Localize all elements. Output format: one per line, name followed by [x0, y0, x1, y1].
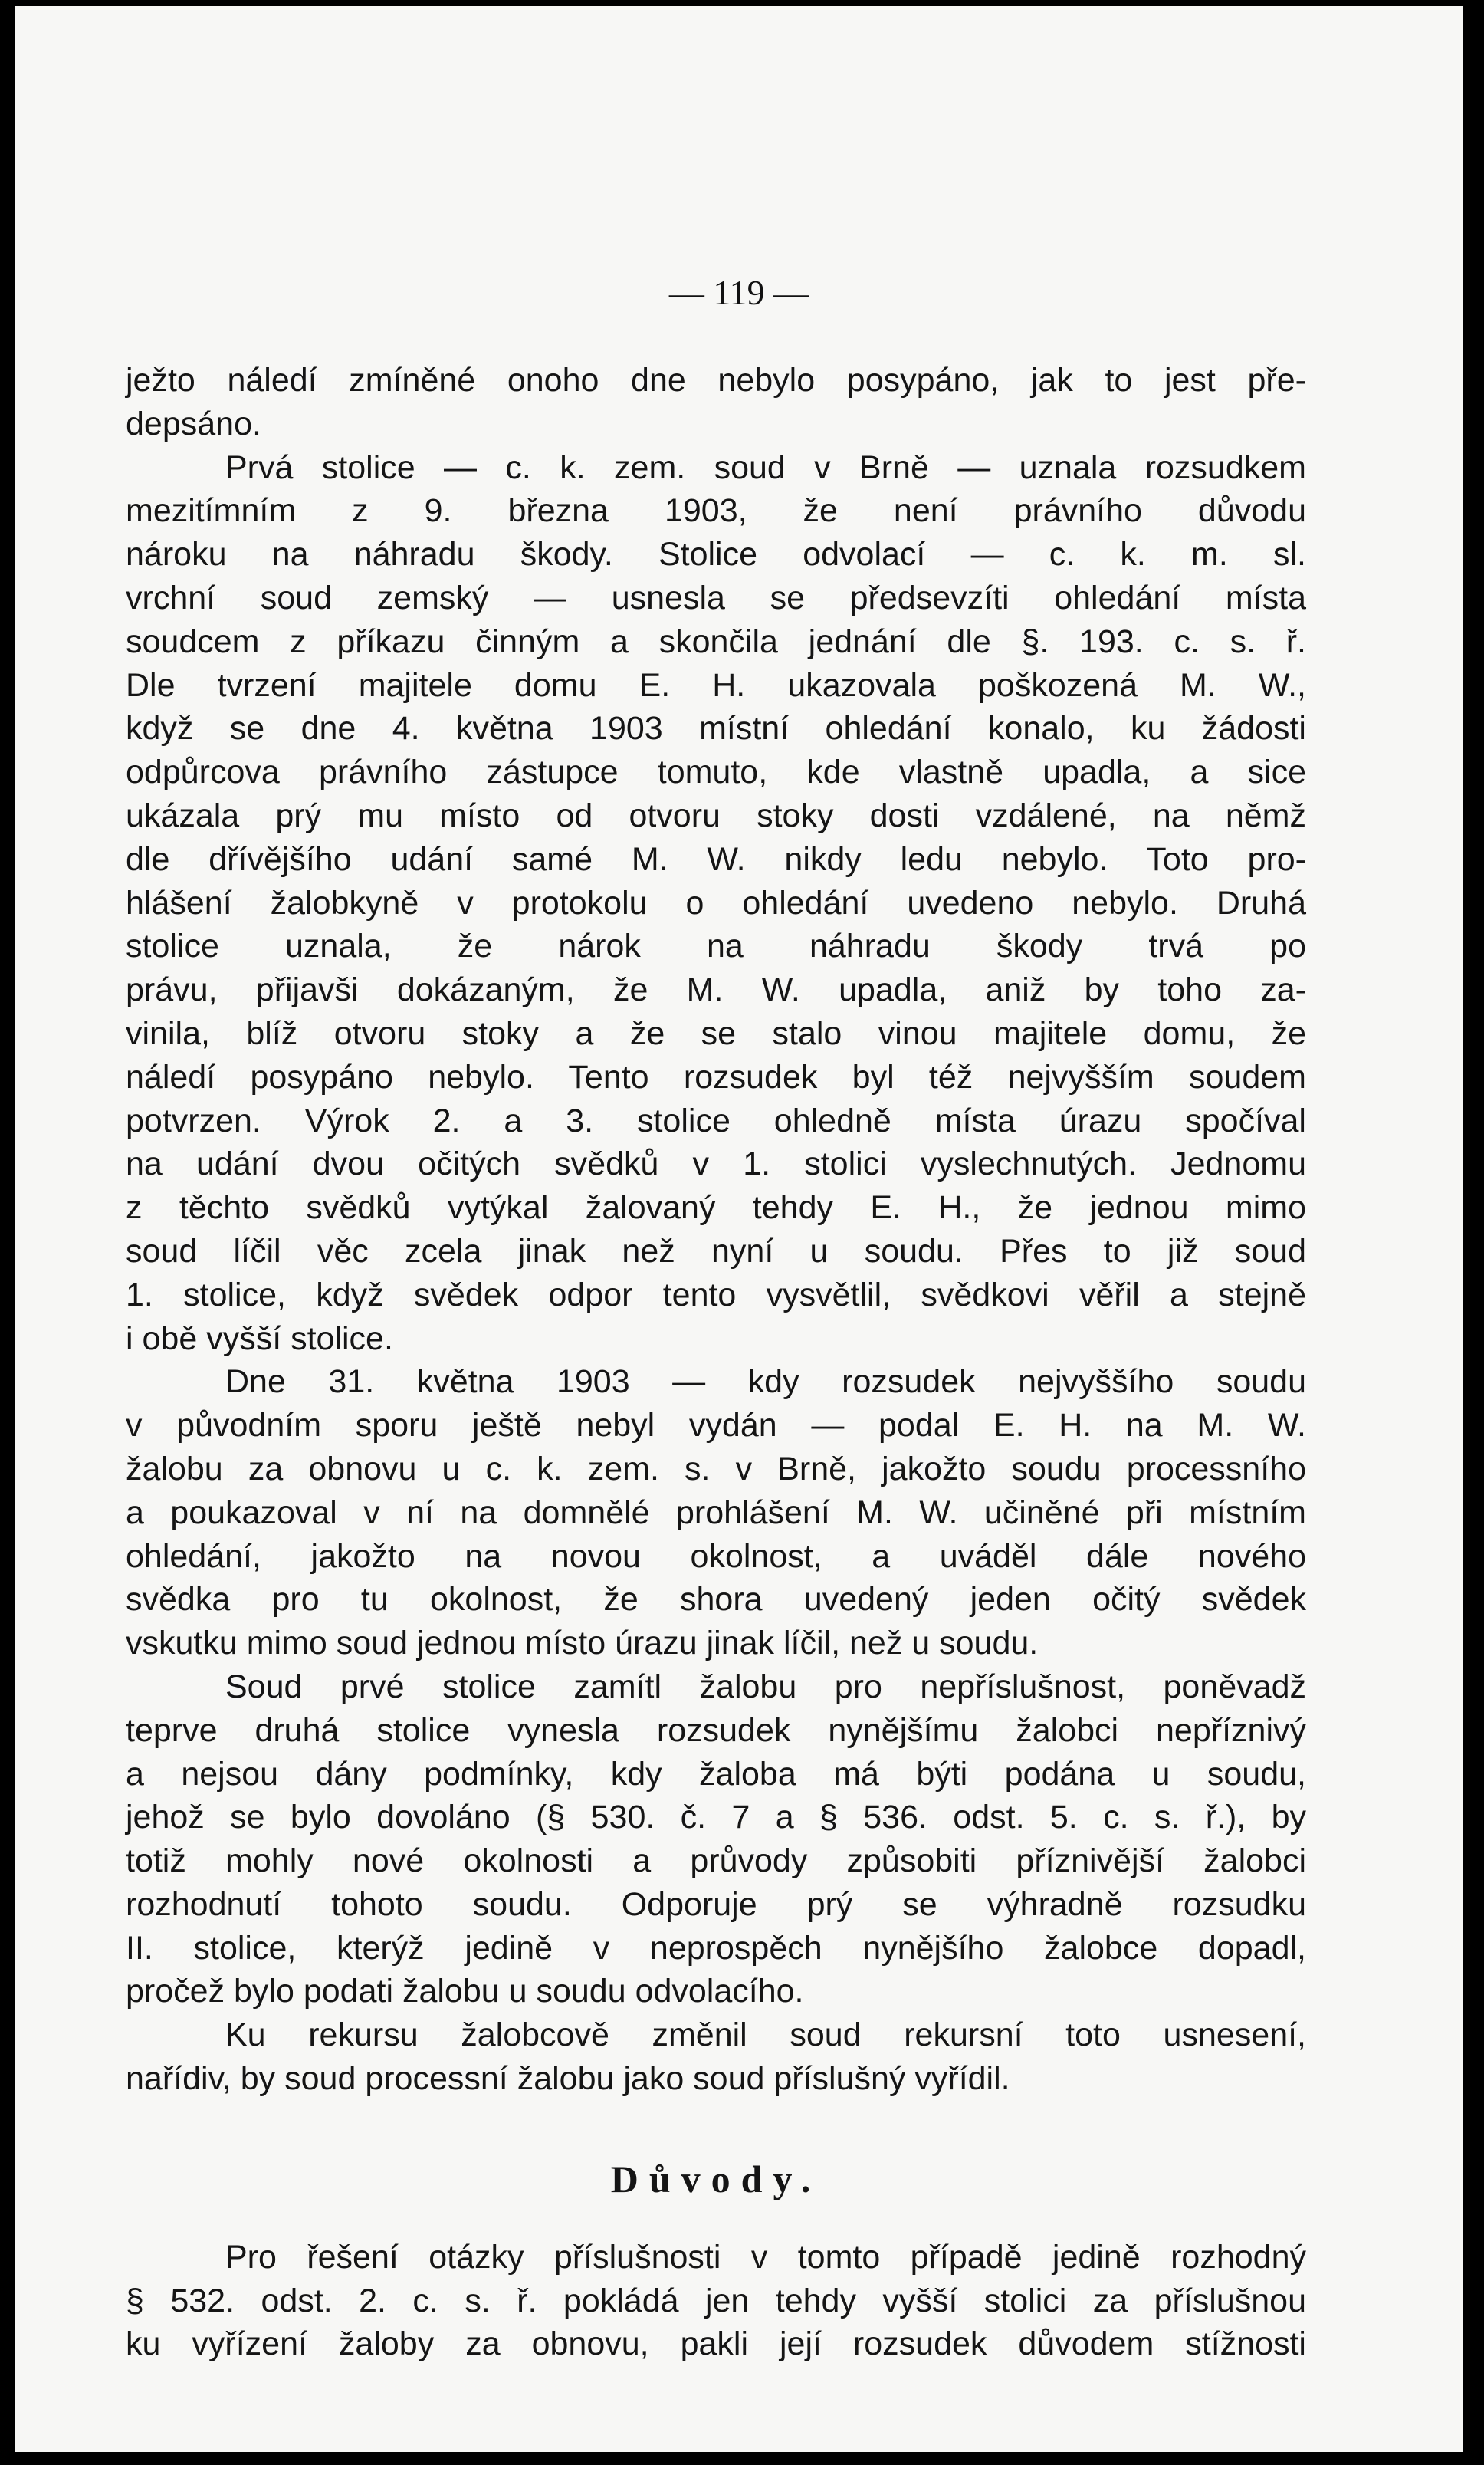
section-heading: Důvody. — [610, 2157, 822, 2200]
text-line: stolice uznala, že nárok na náhradu škody trvá po — [126, 928, 1306, 965]
text-line: 1. stolice, když svědek odpor tento vysvětlil, svědkovi věřil a stejně — [126, 1276, 1306, 1313]
text-line: soud líčil věc zcela jinak než nyní u soudu. Přes to již soud — [126, 1232, 1306, 1270]
text-line: dle dřívějšího udání samé M. W. nikdy ledu nebylo. Toto pro- — [126, 840, 1306, 878]
text-line: a poukazoval v ní na domnělé prohlášení M. W. učiněné při místním — [126, 1494, 1306, 1531]
text-line: hlášení žalobkyně v protokolu o ohledání uvedeno nebylo. Druhá — [126, 884, 1306, 922]
text-line: jehož se bylo dovoláno (§ 530. č. 7 a § 536. odst. 5. c. s. ř.), by — [126, 1799, 1306, 1836]
text-line: právu, přijavši dokázaným, že M. W. upadla, aniž by toho za- — [126, 971, 1306, 1009]
paragraph-1 — [126, 359, 1306, 446]
text-line: Soud prvé stolice zamítl žalobu pro nepříslušnost, poněvadž — [225, 1668, 1306, 1705]
text-line: na udání dvou očitých svědků v 1. stolici vyslechnutých. Jednomu — [126, 1145, 1306, 1183]
text-line: a nejsou dány podmínky, kdy žaloba má býti podána u soudu, — [126, 1755, 1306, 1793]
text-line: z těchto svědků vytýkal žalovaný tehdy E. H., že jednou mimo — [126, 1189, 1306, 1227]
text-line: náledí posypáno nebylo. Tento rozsudek byl též nejvyšším soudem — [126, 1058, 1306, 1096]
text-line: když se dne 4. května 1903 místní ohledání konalo, ku žádosti — [126, 710, 1306, 748]
text-line: odpůrcova právního zástupce tomuto, kde vlastně upadla, a sice — [126, 754, 1306, 791]
text-line: Dne 31. května 1903 — kdy rozsudek nejvyššího soudu — [225, 1363, 1306, 1401]
paragraph-5 — [126, 2013, 1306, 2101]
text-line: Ku rekursu žalobcově změnil soud rekursní toto usnesení, — [225, 2016, 1306, 2054]
paragraph-2 — [126, 446, 1306, 1361]
text-line: svědka pro tu okolnost, že shora uvedený jeden očitý svědek — [126, 1581, 1306, 1619]
text-line: v původním sporu ještě nebyl vydán — podal E. H. na M. W. — [126, 1407, 1306, 1444]
text-line: ježto náledí zmíněné onoho dne nebylo posypáno, jak to jest pře- — [126, 362, 1306, 399]
text-line: Pro řešení otázky příslušnosti v tomto případě jedině rozhodný — [225, 2238, 1306, 2276]
text-line: vrchní soud zemský — usnesla se předsevzíti ohledání místa — [126, 579, 1306, 616]
text-line: rozhodnutí tohoto soudu. Odporuje prý se výhradně rozsudku — [126, 1885, 1306, 1923]
text-line: vskutku mimo soud jednou místo úrazu jinak líčil, než u soudu. — [126, 1625, 1039, 1662]
text-line: depsáno. — [126, 405, 261, 442]
text-line: vinila, blíž otvoru stoky a že se stalo vinou majitele domu, že — [126, 1014, 1306, 1052]
text-line: teprve druhá stolice vynesla rozsudek nynějšímu žalobci nepříznivý — [126, 1711, 1306, 1749]
text-line: ohledání, jakožto na novou okolnost, a uváděl dále nového — [126, 1537, 1306, 1575]
text-line: Prvá stolice — c. k. zem. soud v Brně — uznala rozsudkem — [225, 449, 1306, 486]
text-line: žalobu za obnovu u c. k. zem. s. v Brně, jakožto soudu processního — [126, 1450, 1306, 1487]
text-line: mezitímním z 9. března 1903, že není právního důvodu — [126, 492, 1306, 530]
body-text — [126, 359, 1306, 2366]
text-line: ukázala prý mu místo od otvoru stoky dosti vzdálené, na němž — [126, 797, 1306, 834]
text-line: i obě vyšší stolice. — [126, 1320, 393, 1357]
text-line: potvrzen. Výrok 2. a 3. stolice ohledně místa úrazu spočíval — [126, 1102, 1306, 1139]
text-line: ku vyřízení žaloby za obnovu, pakli její rozsudek důvodem stížnosti — [126, 2325, 1306, 2363]
scanned-page — [15, 6, 1463, 2452]
text-line: pročež bylo podati žalobu u soudu odvolacího. — [126, 1973, 804, 2010]
text-line: totiž mohly nové okolnosti a průvody způsobiti příznivější žalobci — [126, 1842, 1306, 1880]
paragraph-3 — [126, 1360, 1306, 1665]
text-line: soudcem z příkazu činným a skončila jednání dle §. 193. c. s. ř. — [126, 623, 1306, 660]
page-number: — 119 — — [668, 273, 809, 312]
text-line: Dle tvrzení majitele domu E. H. ukazovala poškozená M. W., — [126, 666, 1306, 704]
text-line: nároku na náhradu škody. Stolice odvolací — c. k. m. sl. — [126, 536, 1306, 574]
text-line: § 532. odst. 2. c. s. ř. pokládá jen tehdy vyšší stolici za příslušnou — [126, 2282, 1306, 2319]
paragraph-6 — [126, 2236, 1306, 2366]
text-line: II. stolice, kterýž jedině v neprospěch nynějšího žalobce dopadl, — [126, 1929, 1306, 1967]
paragraph-4 — [126, 1665, 1306, 2013]
text-line: nařídiv, by soud processní žalobu jako soud příslušný vyřídil. — [126, 2060, 1010, 2098]
